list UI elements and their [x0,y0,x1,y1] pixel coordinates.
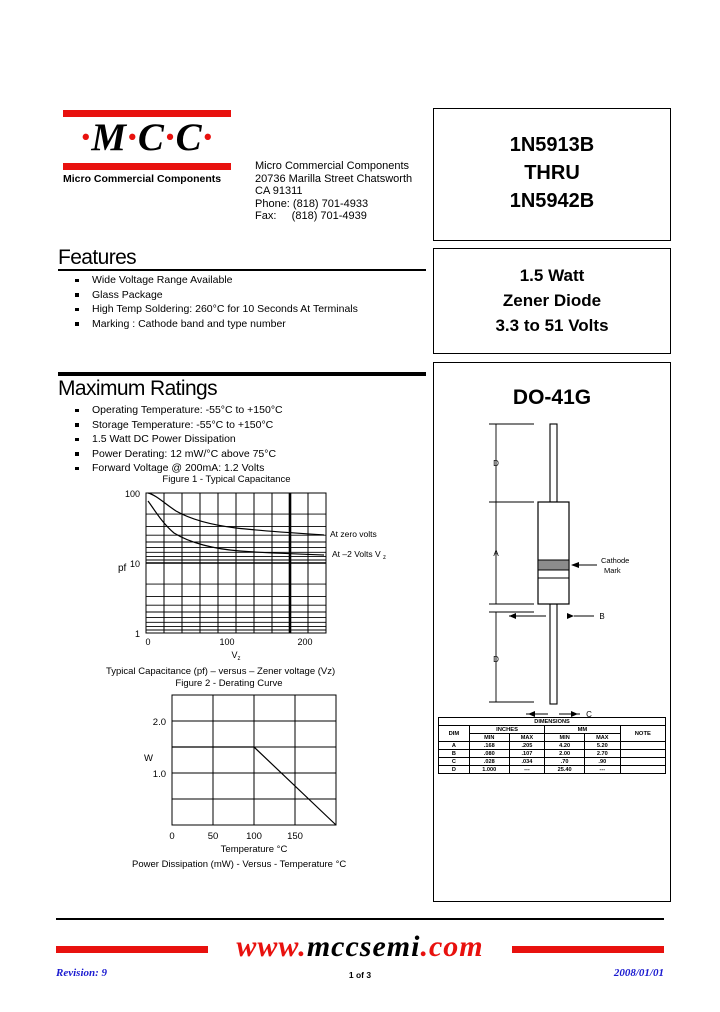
dim-in-max: .107 [509,750,545,758]
x-axis-label-temp: Temperature °C [220,844,288,855]
dimensions-table [438,717,666,774]
dim-mm-min: 25.40 [545,766,585,774]
cathode-label-line2: Mark [604,566,621,575]
dim-in-min: 1.000 [469,766,509,774]
rating-item: Forward Voltage @ 200mA: 1.2 Volts [58,461,426,476]
feature-item: High Temp Soldering: 260°C for 10 Seconds At Terminals [58,302,426,317]
spec-watt: 1.5 Watt [519,266,585,285]
dim-mm-max: 5.20 [585,742,621,750]
figure-1-caption: Typical Capacitance (pf) – versus – Zener voltage (Vz) [106,666,336,677]
y-tick-1: 1 [134,629,140,639]
logo-subtitle: Micro Commercial Components [63,173,222,185]
package-drawing-box [433,362,671,902]
dims-title: DIMENSIONS [439,718,666,726]
features-list [58,273,426,331]
dim-mm-min: 2.00 [545,750,585,758]
dim-mm-min: .70 [545,758,585,766]
figure-1-svg [104,485,394,663]
rating-item: Operating Temperature: -55°C to +150°C [58,403,426,418]
revision-label: Revision: 9 [56,967,108,979]
dim-in-max: --- [509,766,545,774]
dims-col-note: NOTE [620,726,665,742]
max-ratings-heading: Maximum Ratings [58,377,218,400]
x-tick-150: 150 [287,831,303,842]
dim-label-d-top: D [493,459,499,468]
figure-1-capacitance [104,474,394,677]
dim-letter: A [439,742,470,750]
dim-letter: B [439,750,470,758]
dims-group-inches: INCHES [469,726,544,734]
dim-mm-min: 4.20 [545,742,585,750]
spec-type: Zener Diode [502,291,602,310]
dim-mm-max: 2.70 [585,750,621,758]
dim-letter: C [439,758,470,766]
rating-item: Power Derating: 12 mW/°C above 75°C [58,447,426,462]
dim-in-min: .080 [469,750,509,758]
address-line: 20736 Marilla Street Chatsworth [255,172,413,185]
footer-divider [56,918,664,920]
features-section [58,246,426,331]
package-name: DO-41G [512,386,592,409]
logo-letters: ·M·C·C· [80,116,214,159]
feature-item: Glass Package [58,288,426,303]
y-tick-10: 10 [129,559,140,569]
x-tick-0: 0 [145,637,151,647]
feature-item: Wide Voltage Range Available [58,273,426,288]
part-number-line2: 1N5942B [509,190,595,212]
max-ratings-list [58,403,426,476]
dim-note [620,758,665,766]
address-line: CA 91311 [255,185,303,198]
dim-in-min: .028 [469,758,509,766]
y-tick-100: 100 [124,489,140,499]
footer-url[interactable] [0,930,720,964]
table-row [439,742,666,750]
dim-in-max: .205 [509,742,545,750]
logo-wordmark [63,117,233,163]
document-date: 2008/01/01 [613,967,664,979]
dim-in-min: .168 [469,742,509,750]
dim-note [620,766,665,774]
dims-col-dim: DIM [439,726,470,742]
dims-mm-max-header: MAX [585,734,621,742]
x-tick-0: 0 [169,831,175,842]
features-heading: Features [58,246,137,269]
rating-item: 1.5 Watt DC Power Dissipation [58,432,426,447]
address-line: Fax: (818) 701-4939 [255,210,367,223]
legend-at-zero-volts: At zero volts [330,529,377,539]
x-tick-200: 200 [297,637,313,647]
dims-group-header-row [439,726,666,734]
maximum-ratings-section [58,372,426,476]
figure-2-svg [104,689,394,855]
dim-label-c: C [586,710,592,719]
dims-title-row [439,718,666,726]
dim-note [620,750,665,758]
url-prefix: www. [236,930,307,963]
table-row [439,750,666,758]
address-line: Micro Commercial Components [255,160,410,172]
url-domain: mccsemi [306,930,421,963]
y-tick-2-0: 2.0 [152,717,166,728]
x-tick-100: 100 [246,831,262,842]
dim-label-d-bottom: D [493,655,499,664]
x-tick-50: 50 [207,831,219,842]
legend-at-2-volts: At –2 Volts V $_z$ [332,549,387,561]
max-ratings-rule-top [58,372,426,376]
spec-voltage: 3.3 to 51 Volts [495,316,609,335]
rating-item: Storage Temperature: -55°C to +150°C [58,418,426,433]
page-number: 1 of 3 [348,970,372,980]
y-axis-label: pf [118,563,127,574]
do41g-outline-svg [434,414,670,744]
dim-note [620,742,665,750]
feature-item: Marking : Cathode band and type number [58,317,426,332]
dim-label-b: B [599,612,605,621]
logo-bar-bottom [63,163,231,170]
figure-1-label: Figure 1 - Typical Capacitance [162,474,291,485]
cathode-label-line1: Cathode [601,556,630,565]
spec-box [433,248,671,354]
mcc-logo [63,110,233,185]
address-line: Phone: (818) 701-4933 [255,197,369,210]
y-axis-label-w: W [144,753,153,764]
figure-2-caption: Power Dissipation (mW) - Versus - Temperature °C [132,859,347,870]
x-axis-label: $V_z$ [231,650,241,662]
part-number-box [433,108,671,241]
dims-in-min-header: MIN [469,734,509,742]
company-address [255,160,412,223]
dim-mm-max: .90 [585,758,621,766]
y-tick-1-0: 1.0 [152,769,166,780]
dimensions-table-wrap [438,717,666,774]
dims-group-mm: MM [545,726,620,734]
table-row [439,758,666,766]
table-row [439,766,666,774]
dim-letter: D [439,766,470,774]
dim-in-max: .034 [509,758,545,766]
figure-2-derating [104,678,394,873]
dim-mm-max: --- [585,766,621,774]
figure-2-label: Figure 2 - Derating Curve [175,678,283,689]
dims-mm-min-header: MIN [545,734,585,742]
x-tick-100: 100 [219,637,235,647]
dims-in-max-header: MAX [509,734,545,742]
part-number-line1: 1N5913B [509,134,595,156]
dim-label-a: A [493,549,499,558]
url-suffix: .com [420,930,484,963]
part-number-thru: THRU [524,162,580,184]
